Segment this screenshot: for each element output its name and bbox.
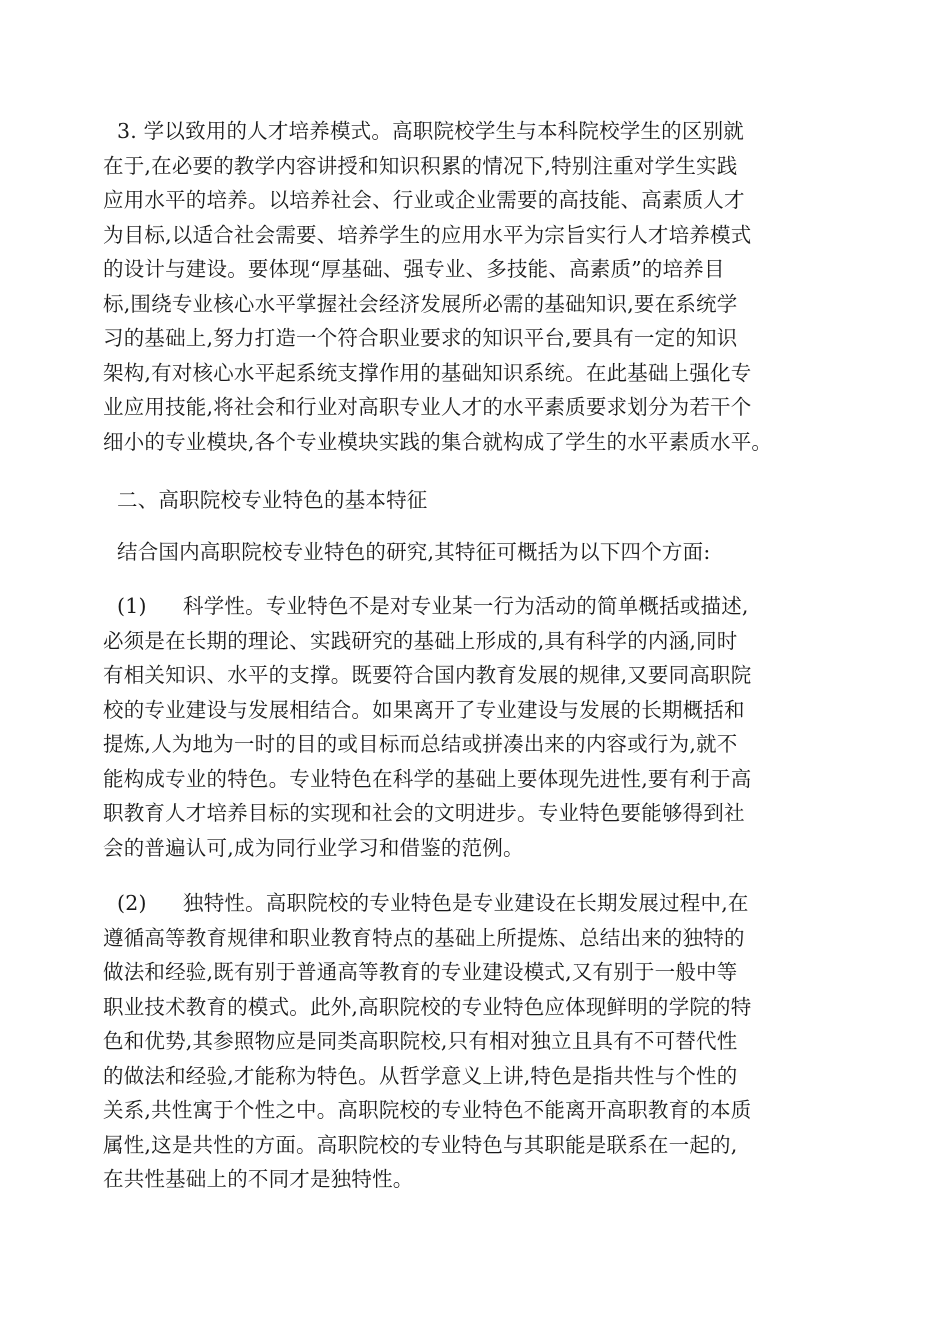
item-text: 独特性。高职院校的专业特色是专业建设在长期发展过程中,在 (183, 891, 749, 915)
text-line: 能构成专业的特色。专业特色在科学的基础上要体现先进性,要有利于高 (103, 766, 752, 791)
item-number: (1) (117, 594, 147, 618)
text-line: 在于,在必要的教学内容讲授和知识积累的情况下,特别注重对学生实践 (103, 153, 738, 178)
text-line (103, 886, 863, 921)
text-line: 职业技术教育的模式。此外,高职院校的专业特色应体现鲜明的学院的特 (103, 994, 752, 1019)
section-heading (103, 483, 863, 518)
text-line: 遵循高等教育规律和职业教育特点的基础上所提炼、总结出来的独特的 (103, 925, 745, 950)
text-line: 的设计与建设。要体现“厚基础、强专业、多技能、高素质”的培养目 (103, 257, 725, 281)
text-line: 会的普遍认可,成为同行业学习和借鉴的范例。 (103, 835, 524, 860)
list-item-scientific (103, 589, 863, 865)
text-line: 做法和经验,既有别于普通高等教育的专业建设模式,又有别于一般中等 (103, 960, 738, 984)
text-line: 架构,有对核心水平起系统支撑作用的基础知识系统。在此基础上强化专 (103, 360, 752, 385)
text-line: 在共性基础上的不同才是独特性。 (103, 1167, 414, 1191)
text-line: 校的专业建设与发展相结合。如果离开了专业建设与发展的长期概括和 (103, 697, 745, 722)
text-line: 职教育人才培养目标的实现和社会的文明进步。专业特色要能够得到社 (103, 801, 745, 825)
text-line: 色和优势,其参照物应是同类高职院校,只有相对独立且具有不可替代性 (103, 1029, 738, 1053)
text-line: 有相关知识、水平的支撑。既要符合国内教育发展的规律,又要同高职院 (103, 663, 752, 687)
text-line: 3. 学以致用的人才培养模式。高职院校学生与本科院校学生的区别就 (117, 119, 744, 143)
heading-text: 二、高职院校专业特色的基本特征 (117, 488, 428, 512)
text-line: 为目标,以适合社会需要、培养学生的应用水平为宗旨实行人才培养模式 (103, 222, 752, 247)
text-line (103, 589, 863, 624)
text-line: 属性,这是共性的方面。高职院校的专业特色与其职能是联系在一起的, (103, 1132, 738, 1157)
text-line: 业应用技能,将社会和行业对高职专业人才的水平素质要求划分为若干个 (103, 395, 752, 419)
text-line: 细小的专业模块,各个专业模块实践的集合就构成了学生的水平素质水平。 (103, 429, 773, 454)
paragraph-talent-model (103, 114, 863, 459)
text-line: 的做法和经验,才能称为特色。从哲学意义上讲,特色是指共性与个性的 (103, 1063, 738, 1088)
item-text: 科学性。专业特色不是对专业某一行为活动的简单概括或描述, (183, 594, 749, 618)
paragraph-intro (103, 535, 863, 570)
text-line: 提炼,人为地为一时的目的或目标而总结或拼凑出来的内容或行为,就不 (103, 732, 738, 756)
text-line: 标,围绕专业核心水平掌握社会经济发展所必需的基础知识,要在系统学 (103, 291, 738, 316)
list-item-uniqueness (103, 886, 863, 1197)
text-line: 习的基础上,努力打造一个符合职业要求的知识平台,要具有一定的知识 (103, 326, 738, 350)
text-line: 关系,共性寓于个性之中。高职院校的专业特色不能离开高职教育的本质 (103, 1098, 752, 1122)
text-line: 应用水平的培养。以培养社会、行业或企业需要的高技能、高素质人才 (103, 188, 745, 212)
item-number: (2) (117, 891, 147, 915)
text-line: 必须是在长期的理论、实践研究的基础上形成的,具有科学的内涵,同时 (103, 628, 738, 653)
text-line: 结合国内高职院校专业特色的研究,其特征可概括为以下四个方面: (117, 540, 711, 564)
